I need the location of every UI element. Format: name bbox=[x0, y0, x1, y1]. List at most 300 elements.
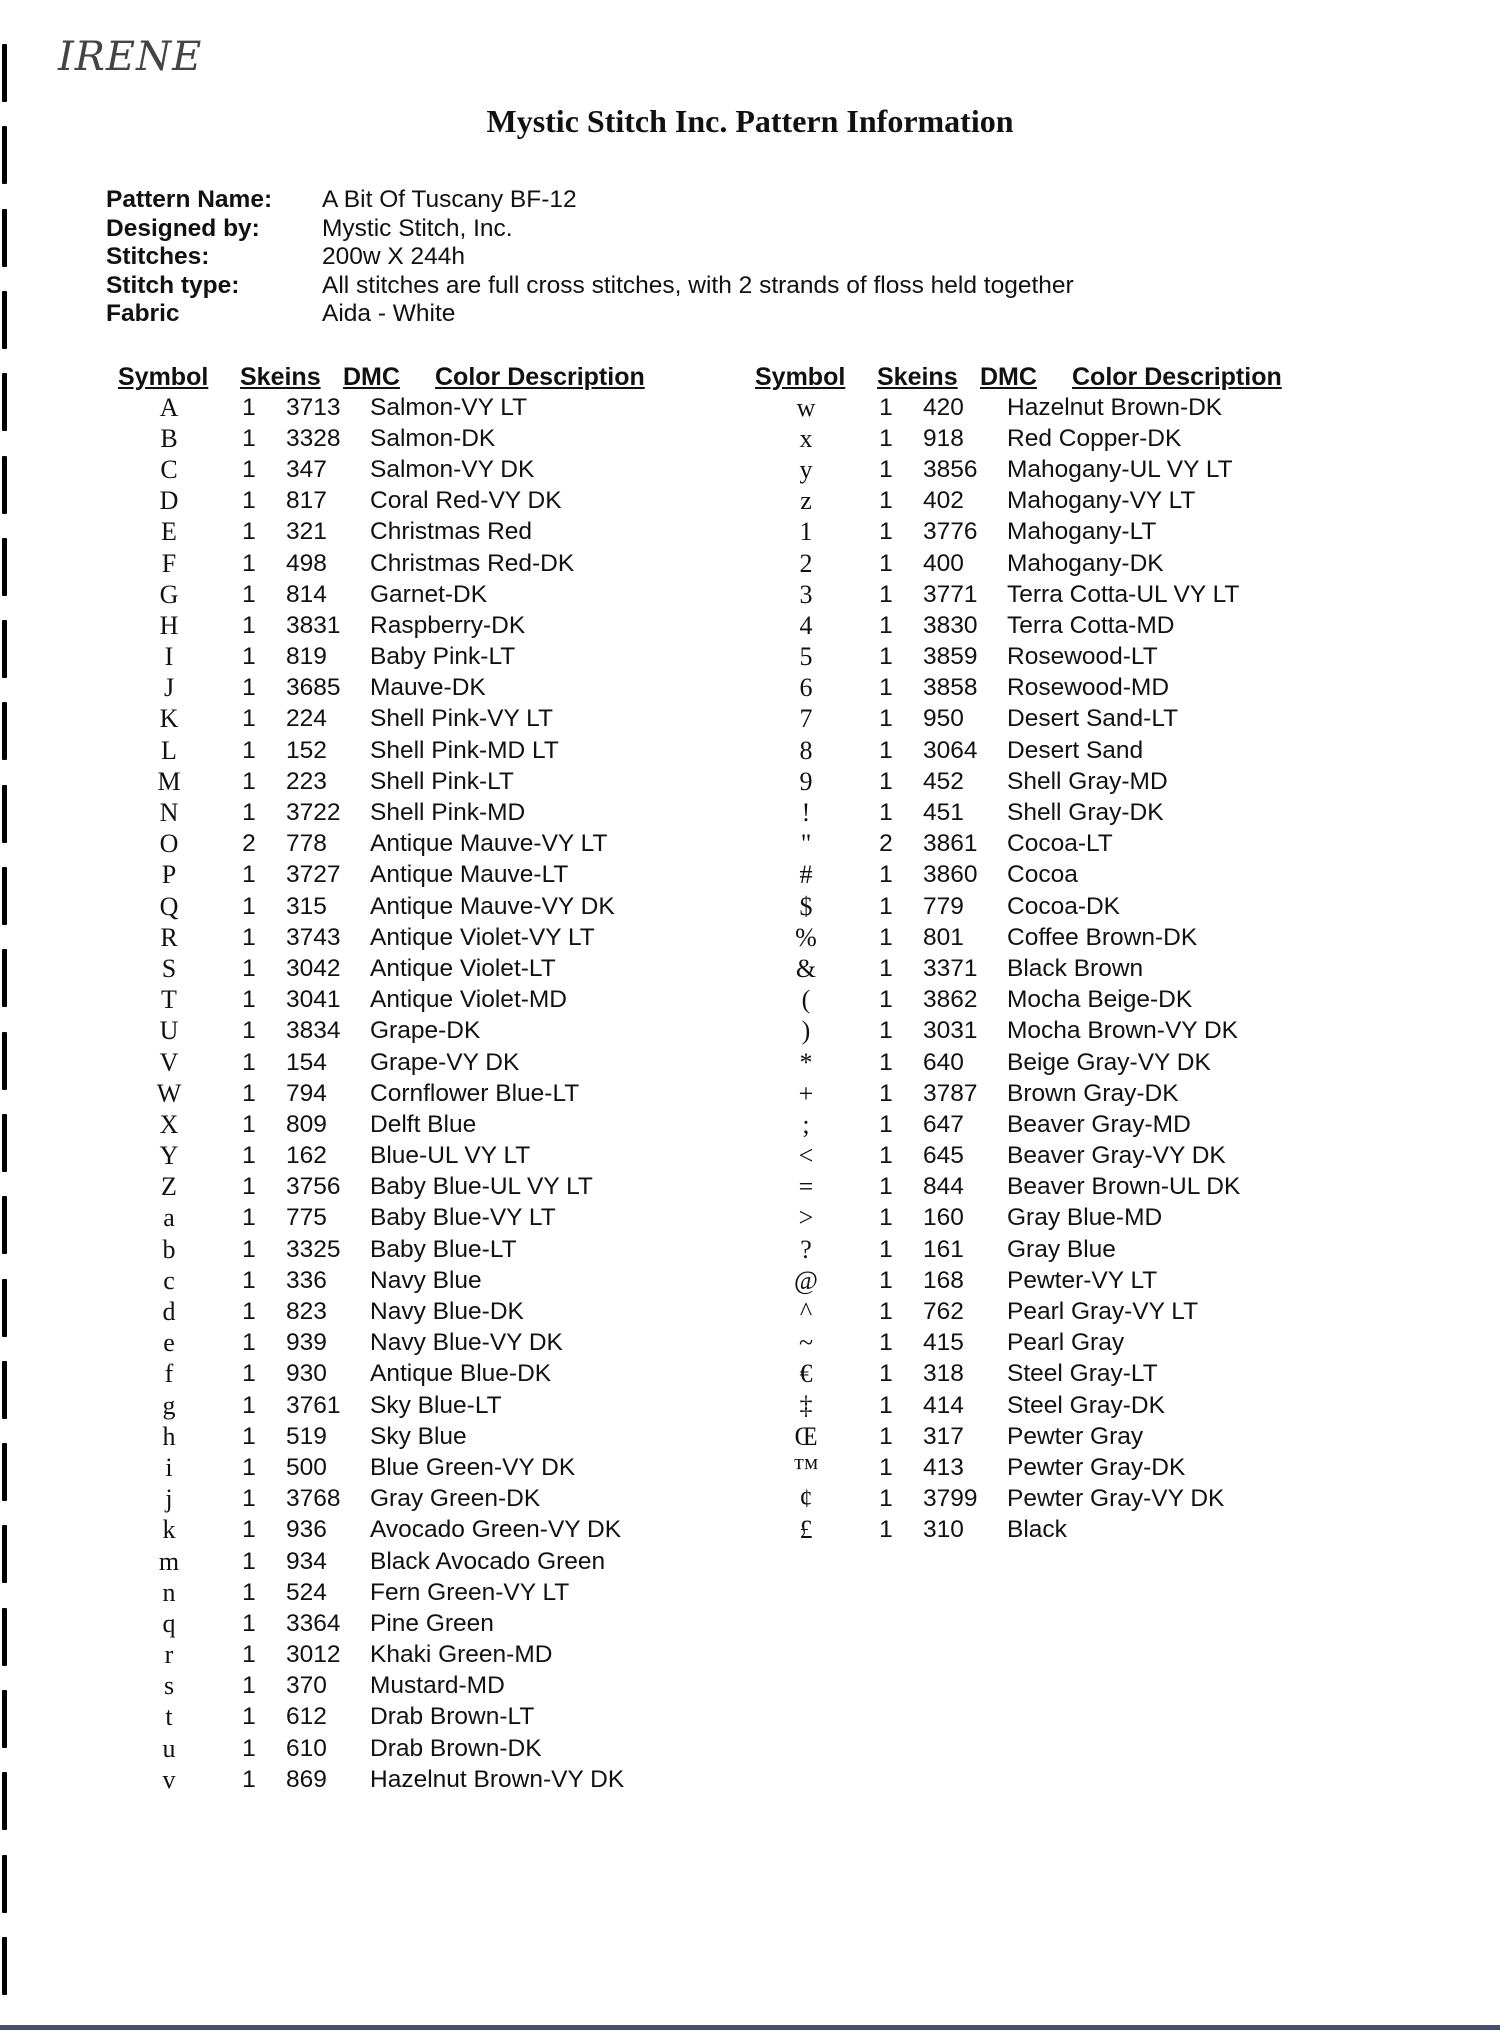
table-row bbox=[118, 735, 645, 766]
table-row bbox=[755, 1203, 1282, 1234]
info-row-stitch-type bbox=[106, 272, 1074, 301]
skeins-cell: 1 bbox=[879, 954, 893, 982]
table-row bbox=[755, 1047, 1282, 1078]
table-row bbox=[755, 1078, 1282, 1109]
symbol-cell: y bbox=[799, 454, 813, 484]
binding-hole bbox=[2, 1855, 7, 1913]
skeins-cell: 2 bbox=[242, 830, 256, 858]
dmc-cell: 3743 bbox=[286, 923, 341, 951]
dmc-cell: 936 bbox=[286, 1516, 327, 1544]
description-cell: Shell Gray-MD bbox=[1007, 767, 1168, 795]
info-row-pattern-name bbox=[106, 186, 1074, 215]
description-cell: Pine Green bbox=[370, 1609, 494, 1637]
symbol-cell: K bbox=[159, 704, 179, 734]
table-row bbox=[118, 1764, 645, 1795]
dmc-cell: 414 bbox=[923, 1391, 964, 1419]
dmc-cell: 647 bbox=[923, 1110, 964, 1138]
symbol-cell: D bbox=[159, 486, 179, 516]
dmc-cell: 3856 bbox=[923, 455, 978, 483]
skeins-cell: 1 bbox=[879, 767, 893, 795]
table-row bbox=[118, 673, 645, 704]
table-row bbox=[755, 1234, 1282, 1265]
symbol-cell: $ bbox=[799, 891, 813, 921]
skeins-cell: 1 bbox=[242, 643, 256, 671]
description-cell: Brown Gray-DK bbox=[1007, 1079, 1179, 1107]
table-row bbox=[755, 673, 1282, 704]
dmc-cell: 3859 bbox=[923, 643, 978, 671]
skeins-cell: 1 bbox=[879, 1516, 893, 1544]
info-value: All stitches are full cross stitches, with 2 strands of floss held together bbox=[322, 271, 1074, 299]
symbol-cell: T bbox=[161, 985, 177, 1015]
description-cell: Gray Blue-MD bbox=[1007, 1204, 1163, 1232]
symbol-cell: € bbox=[799, 1359, 813, 1389]
symbol-cell: n bbox=[162, 1577, 176, 1607]
symbol-cell: r bbox=[164, 1640, 174, 1670]
description-cell: Rosewood-MD bbox=[1007, 674, 1170, 702]
skeins-cell: 1 bbox=[242, 1079, 256, 1107]
binding-hole bbox=[2, 1196, 7, 1254]
symbol-cell: & bbox=[795, 953, 817, 983]
symbol-cell: ! bbox=[801, 798, 811, 828]
skeins-cell: 1 bbox=[242, 1609, 256, 1637]
binding-hole bbox=[2, 1443, 7, 1501]
header-description: Color Description bbox=[435, 363, 645, 391]
description-cell: Pewter-VY LT bbox=[1007, 1266, 1158, 1294]
skeins-cell: 1 bbox=[879, 1017, 893, 1045]
description-cell: Mauve-DK bbox=[370, 674, 486, 702]
dmc-cell: 152 bbox=[286, 736, 327, 764]
dmc-cell: 3830 bbox=[923, 611, 978, 639]
dmc-cell: 794 bbox=[286, 1079, 327, 1107]
table-row bbox=[118, 1421, 645, 1452]
table-row bbox=[755, 1172, 1282, 1203]
dmc-cell: 775 bbox=[286, 1204, 327, 1232]
symbol-cell: S bbox=[161, 953, 177, 983]
dmc-cell: 310 bbox=[923, 1516, 964, 1544]
binding-hole bbox=[2, 1114, 7, 1172]
table-row bbox=[118, 454, 645, 485]
symbol-cell: C bbox=[160, 454, 178, 484]
page-title: Mystic Stitch Inc. Pattern Information bbox=[486, 103, 1014, 139]
header-symbol: Symbol bbox=[755, 363, 846, 391]
symbol-cell: v bbox=[162, 1764, 176, 1794]
description-cell: Salmon-DK bbox=[370, 424, 496, 452]
table-row bbox=[118, 1203, 645, 1234]
dmc-cell: 161 bbox=[923, 1235, 964, 1263]
description-cell: Baby Blue-UL VY LT bbox=[370, 1173, 593, 1201]
description-cell: Steel Gray-DK bbox=[1007, 1391, 1165, 1419]
description-cell: Shell Pink-MD bbox=[370, 799, 526, 827]
description-cell: Shell Pink-MD LT bbox=[370, 736, 559, 764]
symbol-cell: t bbox=[165, 1702, 173, 1732]
description-cell: Terra Cotta-UL VY LT bbox=[1007, 580, 1240, 608]
description-cell: Rosewood-LT bbox=[1007, 643, 1158, 671]
dmc-cell: 3860 bbox=[923, 861, 978, 889]
binding-hole bbox=[2, 1608, 7, 1666]
symbol-cell: j bbox=[165, 1484, 173, 1514]
description-cell: Drab Brown-LT bbox=[370, 1703, 535, 1731]
description-cell: Pewter Gray-DK bbox=[1007, 1453, 1186, 1481]
description-cell: Salmon-VY LT bbox=[370, 393, 528, 421]
skeins-cell: 1 bbox=[242, 1703, 256, 1731]
symbol-cell: J bbox=[163, 673, 175, 703]
binding-hole bbox=[2, 1032, 7, 1090]
color-key-table-left bbox=[118, 358, 645, 1795]
header-dmc: DMC bbox=[980, 363, 1037, 391]
skeins-cell: 1 bbox=[242, 1235, 256, 1263]
dmc-cell: 3031 bbox=[923, 1017, 978, 1045]
dmc-cell: 420 bbox=[923, 393, 964, 421]
description-cell: Cornflower Blue-LT bbox=[370, 1079, 580, 1107]
skeins-cell: 1 bbox=[879, 1485, 893, 1513]
symbol-cell: b bbox=[162, 1234, 176, 1264]
table-row bbox=[118, 1234, 645, 1265]
description-cell: Steel Gray-LT bbox=[1007, 1360, 1158, 1388]
skeins-cell: 1 bbox=[242, 611, 256, 639]
symbol-cell: H bbox=[159, 610, 179, 640]
dmc-cell: 498 bbox=[286, 549, 327, 577]
skeins-cell: 1 bbox=[242, 424, 256, 452]
pattern-info bbox=[106, 186, 1074, 329]
table-row bbox=[118, 610, 645, 641]
symbol-cell: Q bbox=[159, 891, 179, 921]
dmc-cell: 3858 bbox=[923, 674, 978, 702]
symbol-cell: X bbox=[159, 1109, 179, 1139]
skeins-cell: 1 bbox=[242, 1765, 256, 1793]
skeins-cell: 1 bbox=[242, 549, 256, 577]
description-cell: Christmas Red bbox=[370, 518, 533, 546]
description-cell: Mustard-MD bbox=[370, 1672, 505, 1700]
table-row bbox=[118, 953, 645, 984]
skeins-cell: 1 bbox=[242, 1734, 256, 1762]
table-row bbox=[118, 423, 645, 454]
binding-hole bbox=[2, 1361, 7, 1419]
skeins-cell: 1 bbox=[879, 1048, 893, 1076]
description-cell: Hazelnut Brown-VY DK bbox=[370, 1765, 625, 1793]
description-cell: Navy Blue-DK bbox=[370, 1298, 524, 1326]
description-cell: Beaver Brown-UL DK bbox=[1007, 1173, 1241, 1201]
description-cell: Christmas Red-DK bbox=[370, 549, 575, 577]
skeins-cell: 1 bbox=[242, 1547, 256, 1575]
skeins-cell: 1 bbox=[242, 518, 256, 546]
skeins-cell: 2 bbox=[879, 830, 893, 858]
dmc-cell: 500 bbox=[286, 1453, 327, 1481]
skeins-cell: 1 bbox=[879, 892, 893, 920]
dmc-cell: 524 bbox=[286, 1578, 327, 1606]
dmc-cell: 934 bbox=[286, 1547, 327, 1575]
table-row bbox=[118, 1296, 645, 1327]
description-cell: Navy Blue bbox=[370, 1266, 482, 1294]
symbol-cell: h bbox=[162, 1421, 176, 1451]
skeins-cell: 1 bbox=[242, 455, 256, 483]
dmc-cell: 3722 bbox=[286, 799, 341, 827]
header-dmc: DMC bbox=[343, 363, 400, 391]
description-cell: Navy Blue-VY DK bbox=[370, 1329, 563, 1357]
description-cell: Coral Red-VY DK bbox=[370, 487, 562, 515]
skeins-cell: 1 bbox=[879, 1266, 893, 1294]
description-cell: Baby Pink-LT bbox=[370, 643, 516, 671]
dmc-cell: 612 bbox=[286, 1703, 327, 1731]
table-row bbox=[118, 1047, 645, 1078]
info-value: Aida - White bbox=[322, 300, 456, 328]
skeins-cell: 1 bbox=[242, 861, 256, 889]
info-value: Mystic Stitch, Inc. bbox=[322, 214, 513, 242]
description-cell: Shell Pink-LT bbox=[370, 767, 514, 795]
skeins-cell: 1 bbox=[242, 767, 256, 795]
symbol-cell: u bbox=[162, 1733, 176, 1763]
symbol-cell: N bbox=[159, 798, 179, 828]
dmc-cell: 154 bbox=[286, 1048, 327, 1076]
skeins-cell: 1 bbox=[879, 643, 893, 671]
symbol-cell: * bbox=[799, 1047, 813, 1077]
skeins-cell: 1 bbox=[879, 393, 893, 421]
table-row bbox=[755, 1390, 1282, 1421]
table-row bbox=[118, 579, 645, 610]
dmc-cell: 3771 bbox=[923, 580, 978, 608]
table-row bbox=[755, 610, 1282, 641]
description-cell: Red Copper-DK bbox=[1007, 424, 1182, 452]
info-label: Stitch type: bbox=[106, 271, 240, 299]
symbol-cell: Œ bbox=[794, 1421, 818, 1451]
dmc-cell: 400 bbox=[923, 549, 964, 577]
table-header bbox=[118, 358, 645, 392]
symbol-cell: R bbox=[160, 922, 178, 952]
table-row bbox=[118, 1546, 645, 1577]
table-row bbox=[118, 985, 645, 1016]
dmc-cell: 778 bbox=[286, 830, 327, 858]
symbol-cell: W bbox=[156, 1078, 182, 1108]
symbol-cell: 7 bbox=[799, 704, 813, 734]
description-cell: Antique Violet-MD bbox=[370, 986, 568, 1014]
skeins-cell: 1 bbox=[879, 1298, 893, 1326]
table-row bbox=[118, 392, 645, 423]
skeins-cell: 1 bbox=[242, 1391, 256, 1419]
table-row bbox=[755, 1484, 1282, 1515]
dmc-cell: 3787 bbox=[923, 1079, 978, 1107]
dmc-cell: 939 bbox=[286, 1329, 327, 1357]
skeins-cell: 1 bbox=[242, 1298, 256, 1326]
symbol-cell: V bbox=[159, 1047, 179, 1077]
symbol-cell: 6 bbox=[799, 673, 813, 703]
description-cell: Antique Violet-LT bbox=[370, 954, 556, 982]
symbol-cell: F bbox=[161, 548, 177, 578]
description-cell: Shell Pink-VY LT bbox=[370, 705, 553, 733]
table-row bbox=[755, 1109, 1282, 1140]
dmc-cell: 3831 bbox=[286, 611, 341, 639]
table-row bbox=[755, 766, 1282, 797]
description-cell: Baby Blue-LT bbox=[370, 1235, 517, 1263]
description-cell: Avocado Green-VY DK bbox=[370, 1516, 622, 1544]
dmc-cell: 3064 bbox=[923, 736, 978, 764]
table-row bbox=[755, 1296, 1282, 1327]
dmc-cell: 402 bbox=[923, 487, 964, 515]
dmc-cell: 610 bbox=[286, 1734, 327, 1762]
description-cell: Antique Violet-VY LT bbox=[370, 923, 595, 951]
dmc-cell: 930 bbox=[286, 1360, 327, 1388]
description-cell: Pewter Gray-VY DK bbox=[1007, 1485, 1225, 1513]
dmc-cell: 315 bbox=[286, 892, 327, 920]
symbol-cell: z bbox=[800, 486, 812, 516]
description-cell: Raspberry-DK bbox=[370, 611, 526, 639]
symbol-cell: ) bbox=[801, 1016, 811, 1046]
dmc-cell: 3371 bbox=[923, 954, 978, 982]
dmc-cell: 224 bbox=[286, 705, 327, 733]
symbol-cell: 9 bbox=[799, 766, 813, 796]
skeins-cell: 1 bbox=[879, 986, 893, 1014]
header-skeins: Skeins bbox=[240, 363, 321, 391]
symbol-cell: ¢ bbox=[799, 1484, 813, 1514]
dmc-cell: 415 bbox=[923, 1329, 964, 1357]
symbol-cell: ; bbox=[802, 1109, 810, 1139]
table-row bbox=[118, 548, 645, 579]
table-row bbox=[118, 517, 645, 548]
skeins-cell: 1 bbox=[242, 1516, 256, 1544]
symbol-cell: f bbox=[164, 1359, 174, 1389]
description-cell: Beaver Gray-MD bbox=[1007, 1110, 1191, 1138]
skeins-cell: 1 bbox=[242, 954, 256, 982]
table-row bbox=[118, 766, 645, 797]
description-cell: Terra Cotta-MD bbox=[1007, 611, 1175, 639]
symbol-cell: 3 bbox=[799, 579, 813, 609]
description-cell: Sky Blue-LT bbox=[370, 1391, 502, 1419]
description-cell: Gray Green-DK bbox=[370, 1485, 541, 1513]
info-row-designed-by bbox=[106, 215, 1074, 244]
skeins-cell: 1 bbox=[879, 455, 893, 483]
symbol-cell: ~ bbox=[798, 1328, 814, 1358]
description-cell: Beaver Gray-VY DK bbox=[1007, 1142, 1226, 1170]
symbol-cell: E bbox=[161, 517, 177, 547]
handwritten-note: IRENE bbox=[58, 34, 203, 80]
table-row bbox=[118, 486, 645, 517]
symbol-cell: 1 bbox=[799, 517, 813, 547]
table-row bbox=[755, 548, 1282, 579]
table-header bbox=[755, 358, 1282, 392]
table-row bbox=[755, 1265, 1282, 1296]
skeins-cell: 1 bbox=[879, 1329, 893, 1357]
symbol-cell: ‡ bbox=[799, 1390, 813, 1420]
description-cell: Desert Sand bbox=[1007, 736, 1144, 764]
dmc-cell: 819 bbox=[286, 643, 327, 671]
skeins-cell: 1 bbox=[879, 1453, 893, 1481]
skeins-cell: 1 bbox=[879, 799, 893, 827]
skeins-cell: 1 bbox=[879, 1422, 893, 1450]
table-row bbox=[755, 860, 1282, 891]
dmc-cell: 779 bbox=[923, 892, 964, 920]
binding-hole bbox=[2, 949, 7, 1007]
skeins-cell: 1 bbox=[242, 1672, 256, 1700]
description-cell: Mahogany-UL VY LT bbox=[1007, 455, 1233, 483]
dmc-cell: 869 bbox=[286, 1765, 327, 1793]
symbol-cell: < bbox=[798, 1141, 814, 1171]
symbol-cell: g bbox=[162, 1390, 176, 1420]
binding-hole bbox=[2, 620, 7, 678]
description-cell: Hazelnut Brown-DK bbox=[1007, 393, 1223, 421]
symbol-cell: i bbox=[165, 1452, 173, 1482]
table-row bbox=[118, 642, 645, 673]
dmc-cell: 3328 bbox=[286, 424, 341, 452]
skeins-cell: 1 bbox=[879, 1110, 893, 1138]
binding-hole bbox=[2, 1279, 7, 1337]
table-row bbox=[118, 829, 645, 860]
table-row bbox=[118, 1016, 645, 1047]
symbol-cell: k bbox=[162, 1515, 176, 1545]
dmc-cell: 3756 bbox=[286, 1173, 341, 1201]
skeins-cell: 1 bbox=[242, 799, 256, 827]
description-cell: Grape-VY DK bbox=[370, 1048, 520, 1076]
table-row bbox=[755, 829, 1282, 860]
dmc-cell: 814 bbox=[286, 580, 327, 608]
table-row bbox=[118, 891, 645, 922]
skeins-cell: 1 bbox=[879, 861, 893, 889]
dmc-cell: 223 bbox=[286, 767, 327, 795]
table-row bbox=[118, 1328, 645, 1359]
dmc-cell: 452 bbox=[923, 767, 964, 795]
dmc-cell: 809 bbox=[286, 1110, 327, 1138]
symbol-cell: " bbox=[800, 829, 812, 859]
skeins-cell: 1 bbox=[242, 1173, 256, 1201]
description-cell: Shell Gray-DK bbox=[1007, 799, 1164, 827]
skeins-cell: 1 bbox=[879, 705, 893, 733]
table-body bbox=[118, 392, 645, 1795]
dmc-cell: 3761 bbox=[286, 1391, 341, 1419]
description-cell: Beige Gray-VY DK bbox=[1007, 1048, 1211, 1076]
dmc-cell: 3364 bbox=[286, 1609, 341, 1637]
skeins-cell: 1 bbox=[242, 1422, 256, 1450]
symbol-cell: ^ bbox=[799, 1297, 813, 1327]
symbol-cell: s bbox=[163, 1671, 175, 1701]
description-cell: Pearl Gray bbox=[1007, 1329, 1125, 1357]
skeins-cell: 1 bbox=[879, 549, 893, 577]
table-row bbox=[755, 579, 1282, 610]
table-row bbox=[755, 642, 1282, 673]
header-skeins: Skeins bbox=[877, 363, 958, 391]
symbol-cell: 5 bbox=[799, 642, 813, 672]
symbol-cell: c bbox=[163, 1265, 175, 1295]
symbol-cell: # bbox=[799, 860, 813, 890]
skeins-cell: 1 bbox=[242, 674, 256, 702]
description-cell: Mocha Beige-DK bbox=[1007, 986, 1193, 1014]
dmc-cell: 451 bbox=[923, 799, 964, 827]
skeins-cell: 1 bbox=[879, 736, 893, 764]
description-cell: Baby Blue-VY LT bbox=[370, 1204, 556, 1232]
table-row bbox=[118, 1608, 645, 1639]
symbol-cell: > bbox=[798, 1203, 814, 1233]
binding-hole bbox=[2, 44, 7, 102]
info-label: Designed by: bbox=[106, 214, 260, 242]
description-cell: Salmon-VY DK bbox=[370, 455, 535, 483]
dmc-cell: 640 bbox=[923, 1048, 964, 1076]
dmc-cell: 762 bbox=[923, 1298, 964, 1326]
table-row bbox=[755, 1359, 1282, 1390]
table-row bbox=[118, 1733, 645, 1764]
dmc-cell: 3012 bbox=[286, 1641, 341, 1669]
dmc-cell: 3861 bbox=[923, 830, 978, 858]
info-row-stitches bbox=[106, 243, 1074, 272]
dmc-cell: 3799 bbox=[923, 1485, 978, 1513]
dmc-cell: 3713 bbox=[286, 393, 341, 421]
description-cell: Khaki Green-MD bbox=[370, 1641, 553, 1669]
symbol-cell: ? bbox=[800, 1234, 812, 1264]
dmc-cell: 3862 bbox=[923, 986, 978, 1014]
dmc-cell: 3685 bbox=[286, 674, 341, 702]
skeins-cell: 1 bbox=[242, 1266, 256, 1294]
skeins-cell: 1 bbox=[242, 986, 256, 1014]
skeins-cell: 1 bbox=[242, 1578, 256, 1606]
dmc-cell: 3042 bbox=[286, 954, 341, 982]
dmc-cell: 3776 bbox=[923, 518, 978, 546]
symbol-cell: % bbox=[795, 922, 817, 952]
table-row bbox=[755, 1016, 1282, 1047]
